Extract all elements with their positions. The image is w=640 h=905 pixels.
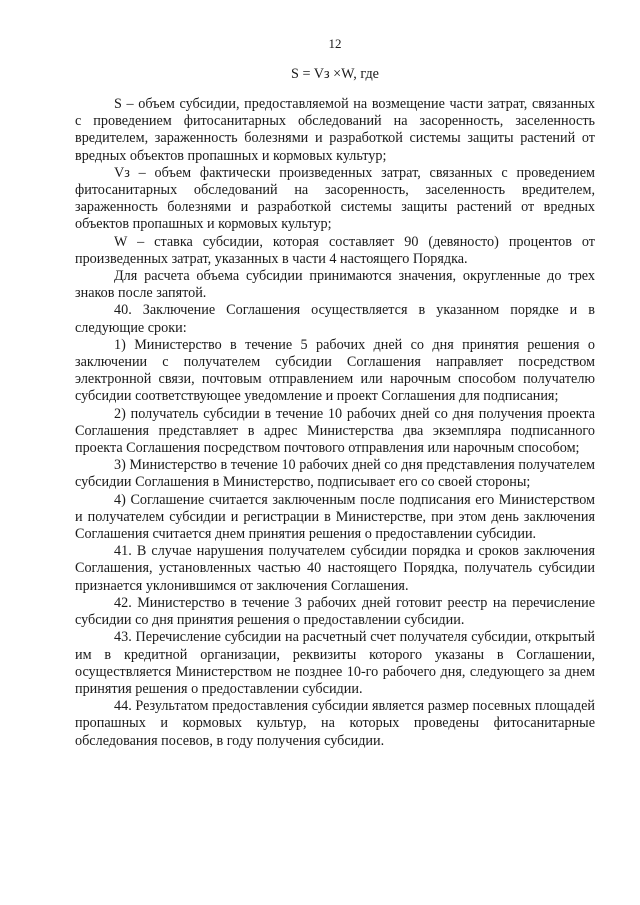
definition-s: S – объем субсидии, предоставляемой на возмещение части затрат, связанных с проведением фитосанитарных обследований на засоренность, заселенность вредителем, зараженность болезнями и разработкой системы защиты растений от вредных объектов пропашных и кормовых культур; bbox=[75, 96, 595, 164]
clause-40-item-2: 2) получатель субсидии в течение 10 рабочих дней со дня получения проекта Соглашения представляет в адрес Министерства два экземпляра подписанного проекта Соглашения посредством почтового отправления или нарочным способом; bbox=[75, 405, 595, 457]
clause-41: 41. В случае нарушения получателем субсидии порядка и сроков заключения Соглашения, установленных частью 40 настоящего Порядка, получатель субсидии признается уклонившимся от заключения Соглашения. bbox=[75, 543, 595, 594]
clause-40-item-4: 4) Соглашение считается заключенным после подписания его Министерством и получателем субсидии и регистрации в Министерстве, при этом день заключения Соглашения считается днем принятия решения о предоставлении субсидии. bbox=[75, 491, 595, 543]
clause-44: 44. Результатом предоставления субсидии является размер посевных площадей пропашных и кормовых культур, на которых проведены фитосанитарные обследования посевов, в году получения субсидии. bbox=[75, 698, 595, 749]
clause-42: 42. Министерство в течение 3 рабочих дней готовит реестр на перечисление субсидии со дня принятия решения о предоставлении субсидии. bbox=[75, 594, 595, 629]
clause-43: 43. Перечисление субсидии на расчетный счет получателя субсидии, открытый им в кредитной организации, реквизиты которого указаны в Соглашении, осуществляется Министерством не позднее 10-го рабочего дня, следующего за днем принятия решения о предоставлении субсидии. bbox=[75, 629, 595, 697]
clause-40: 40. Заключение Соглашения осуществляется в указанном порядке и в следующие сроки: bbox=[75, 302, 595, 336]
document-page bbox=[75, 0, 595, 905]
clause-40-item-3: 3) Министерство в течение 10 рабочих дней со дня представления получателем субсидии Соглашения в Министерство, подписывает его со своей стороны; bbox=[75, 457, 595, 491]
clause-40-item-1: 1) Министерство в течение 5 рабочих дней со дня принятия решения о заключении с получателем субсидии Соглашения направляет посредством электронной связи, почтовым отправлением или нарочным способом получателю субсидии соответствующее уведомление и проект Соглашения для подписания; bbox=[75, 336, 595, 405]
subsidy-formula: S = Vз ×W, где bbox=[291, 66, 379, 82]
document-body bbox=[75, 96, 595, 750]
rounding-note: Для расчета объема субсидии принимаются значения, округленные до трех знаков после запятой. bbox=[75, 268, 595, 302]
definition-w: W – ставка субсидии, которая составляет 90 (девяносто) процентов от произведенных затрат, указанных в части 4 настоящего Порядка. bbox=[75, 233, 595, 267]
definition-vz: Vз – объем фактически произведенных затрат, связанных с проведением фитосанитарных обследований на засоренность, заселенность вредителем, зараженность болезнями и разработкой системы защиты растений от вредных объектов пропашных и кормовых культур; bbox=[75, 164, 595, 233]
page-number: 12 bbox=[328, 36, 342, 51]
